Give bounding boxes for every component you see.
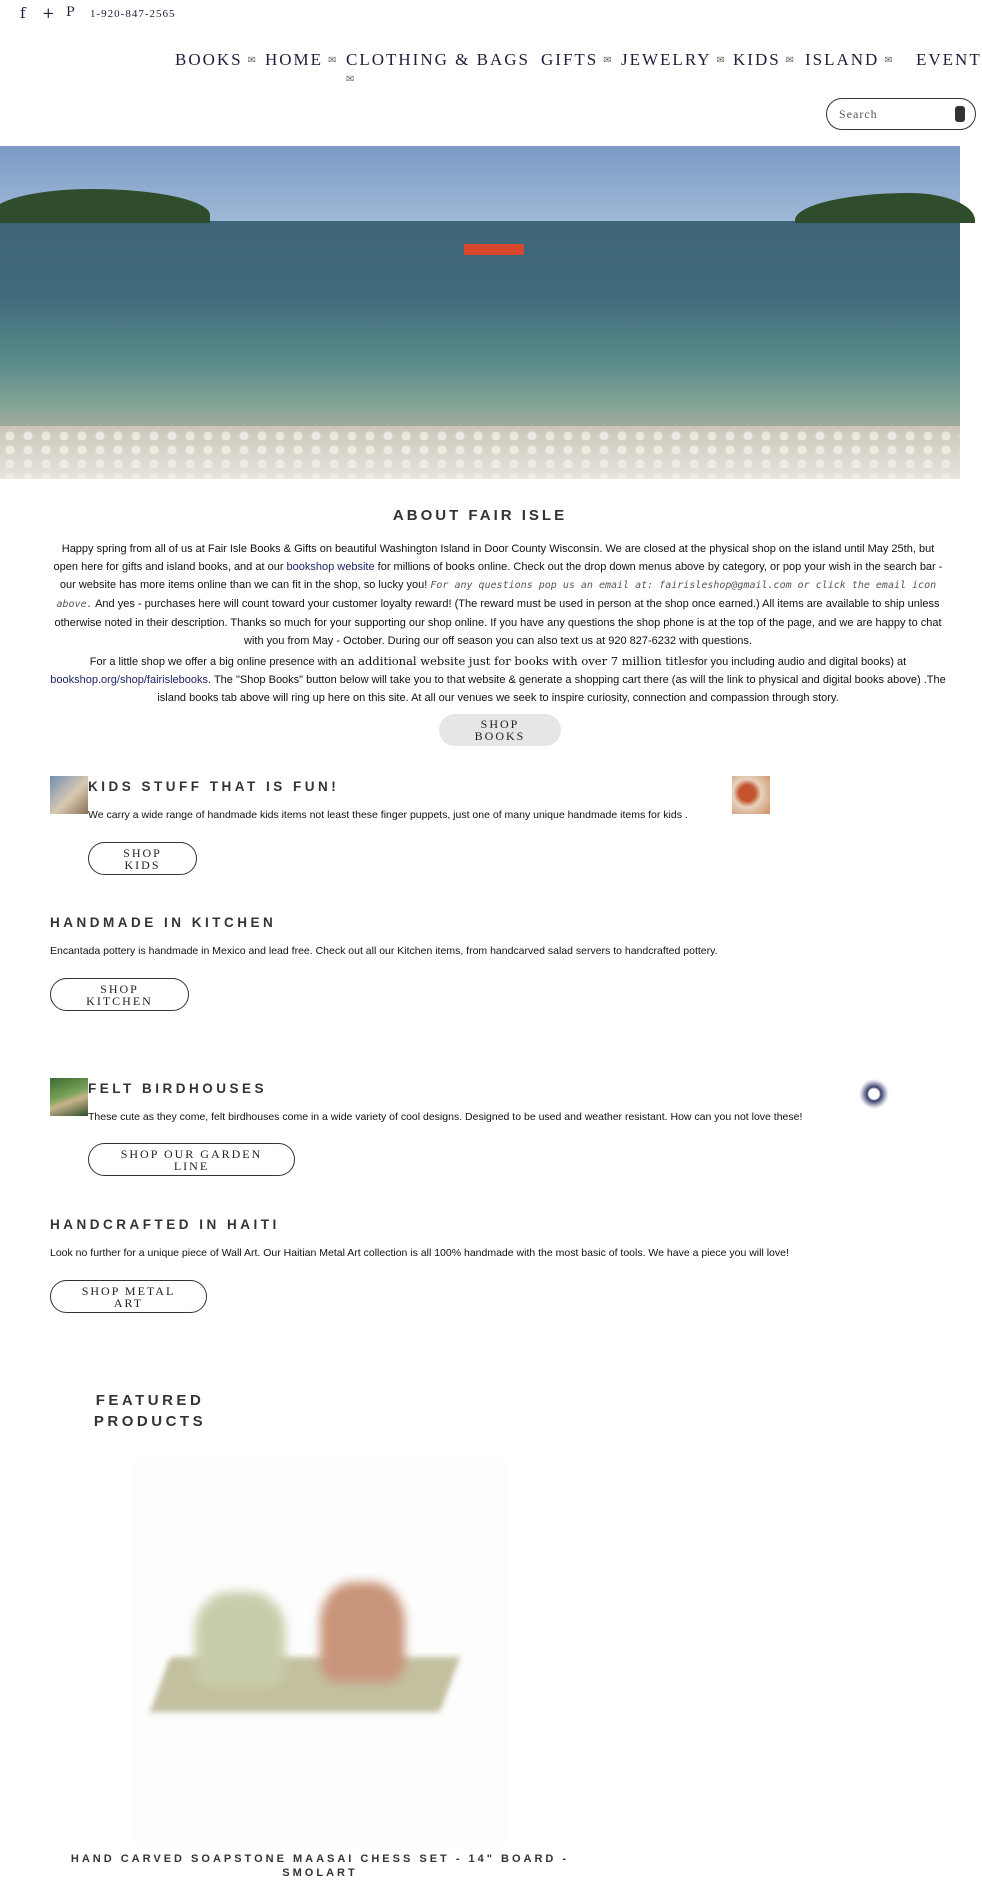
pottery-thumbnail	[732, 776, 770, 814]
about-text: for millions of books online. Check out the drop down menus above by category, or pop your wish in the search bar - our website has more items online than we can fit in the shop, so lucky you!	[59, 561, 943, 591]
search-input[interactable]	[826, 98, 976, 130]
dropdown-icon: ✉	[247, 55, 257, 66]
kids-section-text: We carry a wide range of handmade kids items not least these finger puppets, just one of many unique handmade items for kids .	[88, 809, 688, 821]
bookshop-org-link[interactable]: bookshop.org/shop/fairislebooks	[50, 674, 209, 686]
about-paragraph-1	[48, 540, 948, 650]
nav-item-clothing-bags[interactable]	[346, 50, 530, 70]
about-title: ABOUT FAIR ISLE	[392, 507, 568, 524]
kids-section-title: KIDS STUFF THAT IS FUN!	[88, 779, 340, 794]
button-label: SHOP	[123, 846, 162, 860]
chess-pieces-light	[195, 1592, 285, 1687]
red-raft	[464, 244, 524, 255]
dropdown-icon: ✉	[603, 55, 612, 66]
facebook-icon[interactable]: f	[20, 4, 26, 22]
nav-item-jewelry[interactable]	[621, 50, 725, 70]
product-image[interactable]	[130, 1462, 510, 1842]
google-plus-icon[interactable]: +	[42, 4, 55, 22]
featured-products-title	[80, 1390, 220, 1432]
about-text: Happy spring from all of us at Fair Isle Books & Gifts on beautiful Washington Island in Door County Wisconsin. We are closed at the physical shop on the island until May 25th, but open here for gifts and island books, and at our	[53, 543, 935, 573]
dropdown-icon: ✉	[884, 55, 893, 66]
pebble-beach	[0, 426, 960, 479]
haiti-section-title: HANDCRAFTED IN HAITI	[50, 1217, 280, 1232]
main-nav	[0, 50, 982, 90]
nav-item-gifts[interactable]	[541, 50, 612, 70]
about-text: And yes - purchases here will count toward your customer loyalty reward! (The reward must be used in person at the shop once earned.) All items are available to ship unless otherwise noted in their description. Thanks so much for your supporting our shop online. If you have any questions the shop phone is at the top of the page, and we are happy to chat with you from May - October. During our off season you can also text us at 920 827-6232 with questions.	[54, 598, 942, 647]
birdhouse-section-title: FELT BIRDHOUSES	[88, 1081, 268, 1096]
button-label: SHOP	[100, 982, 139, 996]
kids-thumbnail	[50, 776, 88, 814]
nav-label: KIDS	[733, 50, 781, 69]
nav-label: JEWELRY	[621, 50, 712, 69]
nav-item-books[interactable]	[175, 50, 256, 70]
birdhouse-thumbnail	[50, 1078, 88, 1116]
search-icon[interactable]	[955, 106, 965, 122]
nav-label: BOOKS	[175, 50, 243, 69]
shop-metal-art-button[interactable]	[50, 1280, 207, 1313]
button-label: SHOP	[480, 717, 520, 731]
metal-art-thumbnail	[855, 1078, 893, 1116]
chess-pieces-dark	[320, 1582, 405, 1682]
button-label: ART	[113, 1296, 144, 1310]
button-label: LINE	[173, 1159, 210, 1173]
nav-label: HOME	[265, 50, 324, 69]
dropdown-icon: ✉	[328, 55, 337, 66]
featured-line: PRODUCTS	[93, 1413, 207, 1430]
nav-item-home[interactable]	[265, 50, 336, 70]
product-title[interactable]	[60, 1852, 580, 1880]
product-title-line: SMOLART	[282, 1867, 358, 1879]
search-placeholder: Search	[839, 107, 878, 121]
pinterest-icon[interactable]: P	[66, 5, 75, 20]
nav-label: ISLAND	[805, 50, 880, 69]
shop-books-button[interactable]	[439, 714, 561, 746]
email-note: For any questions pop us an email at: fairisleshop@gmail.com or click the email icon above.	[56, 580, 937, 610]
button-label: SHOP OUR GARDEN	[120, 1147, 263, 1161]
dropdown-icon: ✉	[785, 55, 795, 66]
shop-kitchen-button[interactable]	[50, 978, 189, 1011]
about-text-serif: an additional website just for books with over 7 million titles	[340, 654, 695, 668]
button-label: SHOP METAL	[81, 1284, 176, 1298]
dropdown-icon[interactable]: ✉	[346, 74, 355, 85]
birdhouse-section-text: These cute as they come, felt birdhouses come in a wide variety of cool designs. Designed to be used and weather resistant. How can you not love these!	[88, 1111, 803, 1123]
bookshop-website-link[interactable]: bookshop website	[286, 561, 375, 573]
about-text: for you including audio and digital books) at	[694, 656, 907, 668]
nav-item-events[interactable]	[916, 50, 982, 70]
haiti-section-text: Look no further for a unique piece of Wall Art. Our Haitian Metal Art collection is all 100% handmade with the most basic of tools. We have a piece you will love!	[50, 1247, 789, 1259]
shop-garden-button[interactable]	[88, 1143, 295, 1176]
nav-label: CLOTHING & BAGS	[346, 50, 530, 69]
top-bar	[0, 0, 960, 30]
featured-line: FEATURED	[95, 1392, 205, 1409]
about-text: . The "Shop Books" button below will take you to that website & generate a shopping cart there (as will the link to physical and digital books above) .The island books tab above will ring up here on this site. At all our venues we seek to inspire curiosity, connection and compassion through story.	[157, 674, 946, 704]
button-label: KIDS	[124, 858, 161, 872]
shop-kids-button[interactable]	[88, 842, 197, 875]
product-title-line: HAND CARVED SOAPSTONE MAASAI CHESS SET - 14" BOARD -	[70, 1853, 570, 1865]
button-label: BOOKS	[474, 729, 526, 743]
phone-number[interactable]: 1-920-847-2565	[90, 8, 176, 20]
button-label: KITCHEN	[86, 994, 153, 1008]
kitchen-section-title: HANDMADE IN KITCHEN	[50, 915, 277, 930]
about-paragraph-2	[48, 652, 948, 707]
hero-image	[0, 146, 960, 479]
nav-label: EVENT	[916, 50, 982, 69]
nav-item-island[interactable]	[805, 50, 893, 70]
nav-label: GIFTS	[541, 50, 599, 69]
nav-item-kids[interactable]	[733, 50, 794, 70]
about-text: For a little shop we offer a big online presence with	[89, 656, 341, 668]
kitchen-section-text: Encantada pottery is handmade in Mexico and lead free. Check out all our Kitchen items, from handcarved salad servers to handcrafted pottery.	[50, 945, 718, 957]
dropdown-icon: ✉	[716, 55, 725, 66]
